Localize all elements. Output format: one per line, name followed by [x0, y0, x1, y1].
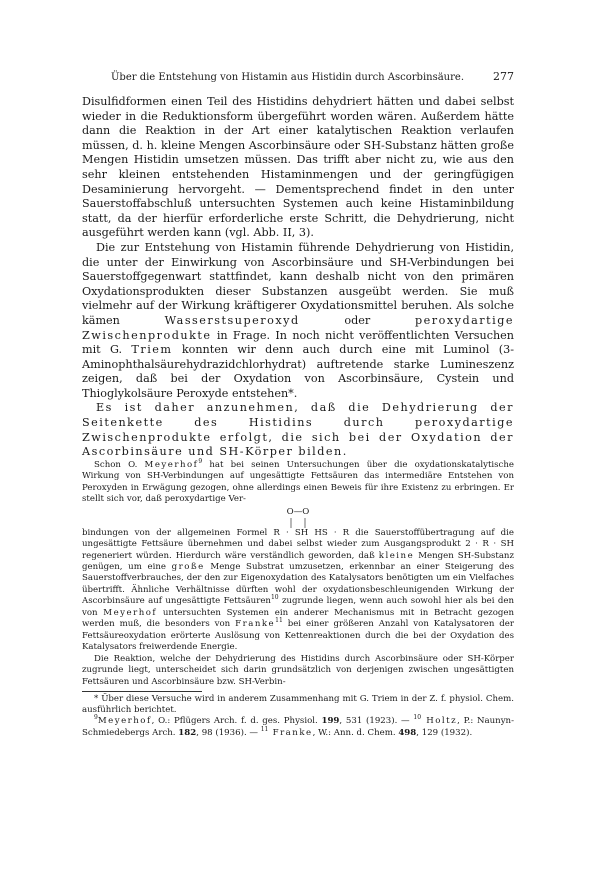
- small-2-text-b: Mengen SH-Substanz genügen, um eine: [82, 550, 514, 573]
- ref-2-volume: 182: [178, 727, 197, 738]
- small-2-text-d: zugrunde liegen, wenn auch sowohl hier als bei den von: [82, 596, 514, 618]
- peroxide-formula: [82, 507, 514, 528]
- ref-author-franke: Franke: [268, 727, 313, 738]
- small-1-text-a: Schon O.: [94, 459, 145, 470]
- spaced-term-kleine: kleine: [378, 550, 415, 561]
- paragraph-3-emphasized: Es ist daher anzunehmen, daß die Dehydrierung der Seitenkette des Histidins durch peroxydartige Zwischenprodukte erfolgt, die sich bei der Oxydation der Ascorbinsäure und SH-Körper bilden.: [82, 401, 514, 459]
- paragraph-2-text-b: oder: [299, 313, 415, 327]
- paragraph-2-text-c: in Frage. In noch nicht veröffentlichten Versuchen mit G.: [82, 328, 514, 357]
- spaced-term-grosse: große: [171, 562, 205, 573]
- formula-oxygen-bridge: O—O: [286, 506, 310, 517]
- small-paragraph-1: [82, 457, 514, 506]
- author-meyerhof-2: Meyerhof: [103, 607, 158, 618]
- paragraph-2-text-d: konnten wir denn auch durch eine mit Luminol (3-Aminophthalsäurehydrazidchlorhydrat) auftretende starke Lumineszenz zeigen, daß bei der Oxydation von Ascorbinsäure, Cystein und Thioglykolsäure Peroxyde entstehen*.: [82, 343, 515, 400]
- spaced-term-wasserstoffsuperoxyd: Wasserstsuperoxyd: [164, 313, 300, 327]
- formula-bond-lines: [278, 518, 318, 528]
- footnote-ref-10: 10: [270, 594, 279, 602]
- footnote-ref-11: 11: [275, 617, 283, 625]
- footnotes: [82, 694, 514, 739]
- small-2-text-a: bindungen von der allgemeinen Formel R · SH HS · R die Sauerstoffübertragung auf die ungesättigte Fettsäure übernehmen und dabei selbst wieder zum Ausgangsprodukt 2 · R · SH regeneriert würden. Hierdurch wäre verständlich geworden, daß: [82, 527, 514, 561]
- footnote-mark-10: 10: [413, 714, 422, 722]
- footnote-ref-9: 9: [198, 457, 203, 465]
- paragraph-2: [82, 241, 514, 402]
- ref-2-text: , P.: Naunyn-Schmiedebergs Arch.: [82, 716, 514, 738]
- small-2-text-e: untersuchten Systemen ein anderer Mechanismus mit in Betracht gezogen werden muß, die besonders von: [82, 607, 515, 630]
- footnote-mark-11: 11: [260, 725, 269, 733]
- footnote-references: [82, 716, 514, 738]
- author-triem: Triem: [131, 343, 173, 357]
- footnote-star: * Über diese Versuche wird in anderem Zusammenhang mit G. Triem in der Z. f. physiol. Chem. ausführlich berichtet.: [82, 694, 514, 716]
- footnote-divider: [82, 691, 202, 692]
- ref-3-pages: , 129 (1932).: [416, 727, 473, 738]
- paragraph-2-text-a: Die zur Entstehung von Histamin führende Dehydrierung von Histidin, die unter der Einwirkung von Ascorbinsäure und SH-Verbindungen bei Sauerstoffgegenwart stattfindet, kann deshalb nicht von den primären Oxydationsprodukten dieser Substanzen ausgeübt werden. Sie muß vielmehr auf der Wirkung kräftigerer Oxydationsmittel beruhen. Als solche kämen: [82, 240, 514, 327]
- footnote-mark-9: 9: [94, 714, 98, 722]
- author-franke: Franke: [235, 619, 276, 630]
- ref-1-volume: 199: [321, 716, 340, 727]
- spaced-term-peroxydartige: peroxydartige Zwischenprodukte: [82, 313, 514, 342]
- author-meyerhof: Meyerhof: [144, 459, 199, 470]
- ref-author-holtz: Holtz: [421, 716, 458, 727]
- page: [82, 70, 514, 739]
- ref-3-text: , W.: Ann. d. Chem.: [312, 727, 399, 738]
- ref-1-pages: , 531 (1923). —: [339, 716, 414, 727]
- small-2-text-f: bei einer größeren Anzahl von Katalysatoren der Fettsäureoxydation erörterte Auslösung von Kettenreaktionen durch die bei der Oxydation des Katalysators freiwerdende Energie.: [82, 619, 514, 653]
- ref-2-pages: , 98 (1936). —: [196, 727, 261, 738]
- small-print-section: [82, 457, 515, 688]
- running-header: [82, 70, 514, 83]
- ref-3-volume: 498: [398, 727, 417, 738]
- small-paragraph-3: Die Reaktion, welche der Dehydrierung des Histidins durch Ascorbinsäure oder SH-Körper zugrunde liegt, unterscheidet sich darin grundsätzlich von derjenigen zwischen ungesättigten Fettsäuren und Ascorbinsäure bzw. SH-Verbin-: [82, 653, 514, 687]
- page-number: 277: [493, 70, 514, 83]
- main-text: [82, 95, 514, 460]
- paragraph-1: Disulfidformen einen Teil des Histidins dehydriert hätten und dabei selbst wieder in die Reduktionsform übergeführt worden wären. Außerdem hätte dann die Reaktion in der Art einer katalytischen Reaktion verlaufen müssen, d. h. kleine Mengen Ascorbinsäure oder SH-Substanz hätten große Mengen Histidin umsetzen müssen. Das trifft aber nicht zu, wie aus den sehr kleinen entstehenden Histaminmengen und der geringfügigen Desaminierung hervorgeht. — Dementsprechend findet in den unter Sauerstoffabschluß untersuchten Systemen auch keine Histaminbildung statt, da der hierfür erforderliche erste Schritt, die Dehydrierung, nicht ausgeführt werden kann (vgl. Abb. II, 3).: [82, 95, 514, 240]
- small-2-text-c: Menge Substrat umzusetzen, erkennbar an einer Steigerung des Sauerstoffverbrauches, der den zur Eigenoxydation des Katalysators benötigten um ein Vielfaches übertrifft. Ähnliche Verhältnisse dürften wohl der oxydationsbeschleunigenden Wirkung der Ascorbinsäure auf ungesättigte Fettsäuren: [82, 562, 514, 607]
- small-paragraph-2: [82, 528, 514, 654]
- ref-author-meyerhof: Meyerhof: [97, 716, 152, 727]
- ref-1-text: , O.: Pflügers Arch. f. d. ges. Physiol.: [151, 716, 322, 727]
- small-1-text-b: hat bei seinen Untersuchungen über die oxydationskatalytische Wirkung von SH-Verbindungen auf ungesättigte Fettsäuren das intermediäre Entstehen von Peroxyden in Erwägung gezogen, ohne allerdings einen Beweis für ihre Existenz zu erbringen. Er stellt sich vor, daß peroxydartige Ver-: [82, 459, 514, 505]
- running-title: Über die Entstehung von Histamin aus Histidin durch Ascorbinsäure.: [111, 72, 464, 83]
